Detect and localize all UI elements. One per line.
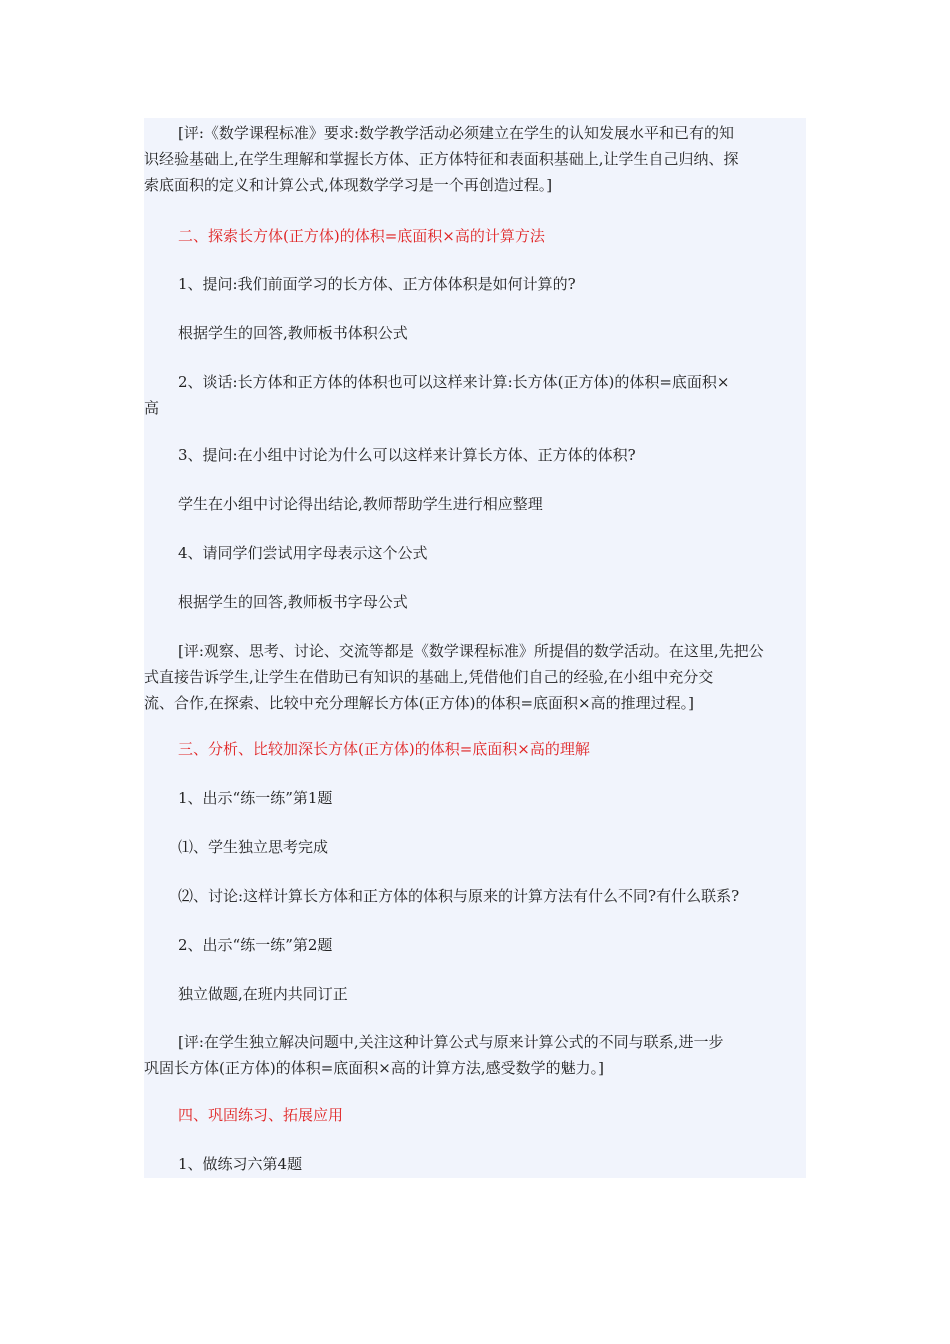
heading-line: 四、巩固练习、拓展应用 bbox=[178, 1106, 344, 1124]
section-heading bbox=[144, 223, 812, 249]
body-paragraph bbox=[144, 834, 812, 860]
body-paragraph bbox=[144, 320, 812, 346]
body-paragraph bbox=[144, 589, 812, 615]
text-line: 根据学生的回答,教师板书体积公式 bbox=[178, 324, 408, 342]
text-line: 根据学生的回答,教师板书字母公式 bbox=[178, 593, 408, 611]
text-line: 2、出示“练一练”第2题 bbox=[178, 936, 333, 954]
text-line: 1、做练习六第4题 bbox=[178, 1155, 303, 1173]
text-line: ⑴、学生独立思考完成 bbox=[178, 838, 329, 856]
text-line: [评:观察、思考、讨论、交流等都是《数学课程标准》所提倡的数学活动。在这里,先把公 bbox=[178, 642, 764, 660]
body-paragraph bbox=[144, 785, 812, 811]
comment-paragraph bbox=[144, 1029, 812, 1081]
text-line: [评:在学生独立解决问题中,关注这种计算公式与原来计算公式的不同与联系,进一步 bbox=[178, 1033, 724, 1051]
text-line: 1、出示“练一练”第1题 bbox=[178, 789, 333, 807]
text-line: [评:《数学课程标准》要求:数学教学活动必须建立在学生的认知发展水平和已有的知 bbox=[178, 124, 734, 142]
text-line: 流、合作,在探索、比较中充分理解长方体(正方体)的体积=底面积×高的推理过程。] bbox=[144, 694, 694, 712]
body-paragraph bbox=[144, 883, 812, 909]
text-line: 独立做题,在班内共同订正 bbox=[178, 985, 348, 1003]
text-line: 3、提问:在小组中讨论为什么可以这样来计算长方体、正方体的体积? bbox=[178, 446, 636, 464]
body-paragraph bbox=[144, 1151, 812, 1177]
text-line: 2、谈话:长方体和正方体的体积也可以这样来计算:长方体(正方体)的体积=底面积× bbox=[178, 373, 730, 391]
text-line: 高 bbox=[144, 399, 160, 417]
document-content bbox=[144, 118, 806, 1178]
body-paragraph bbox=[144, 271, 812, 297]
body-paragraph bbox=[144, 981, 812, 1007]
text-line: 4、请同学们尝试用字母表示这个公式 bbox=[178, 544, 428, 562]
section-heading bbox=[144, 1102, 812, 1128]
text-line: ⑵、讨论:这样计算长方体和正方体的体积与原来的计算方法有什么不同?有什么联系? bbox=[178, 887, 740, 905]
heading-line: 三、分析、比较加深长方体(正方体)的体积=底面积×高的理解 bbox=[178, 740, 590, 758]
text-line: 识经验基础上,在学生理解和掌握长方体、正方体特征和表面积基础上,让学生自己归纳、探 bbox=[144, 150, 739, 168]
comment-paragraph bbox=[144, 638, 812, 716]
body-paragraph bbox=[144, 932, 812, 958]
body-paragraph bbox=[144, 442, 812, 468]
body-paragraph bbox=[144, 369, 812, 421]
section-heading bbox=[144, 736, 812, 762]
body-paragraph bbox=[144, 540, 812, 566]
text-line: 学生在小组中讨论得出结论,教师帮助学生进行相应整理 bbox=[178, 495, 543, 513]
text-line: 式直接告诉学生,让学生在借助已有知识的基础上,凭借他们自己的经验,在小组中充分交 bbox=[144, 668, 714, 686]
comment-paragraph bbox=[144, 120, 812, 198]
text-line: 1、提问:我们前面学习的长方体、正方体体积是如何计算的? bbox=[178, 275, 576, 293]
heading-line: 二、探索长方体(正方体)的体积=底面积×高的计算方法 bbox=[178, 227, 545, 245]
text-line: 巩固长方体(正方体)的体积=底面积×高的计算方法,感受数学的魅力。] bbox=[144, 1059, 604, 1077]
text-line: 索底面积的定义和计算公式,体现数学学习是一个再创造过程。] bbox=[144, 176, 553, 194]
body-paragraph bbox=[144, 491, 812, 517]
